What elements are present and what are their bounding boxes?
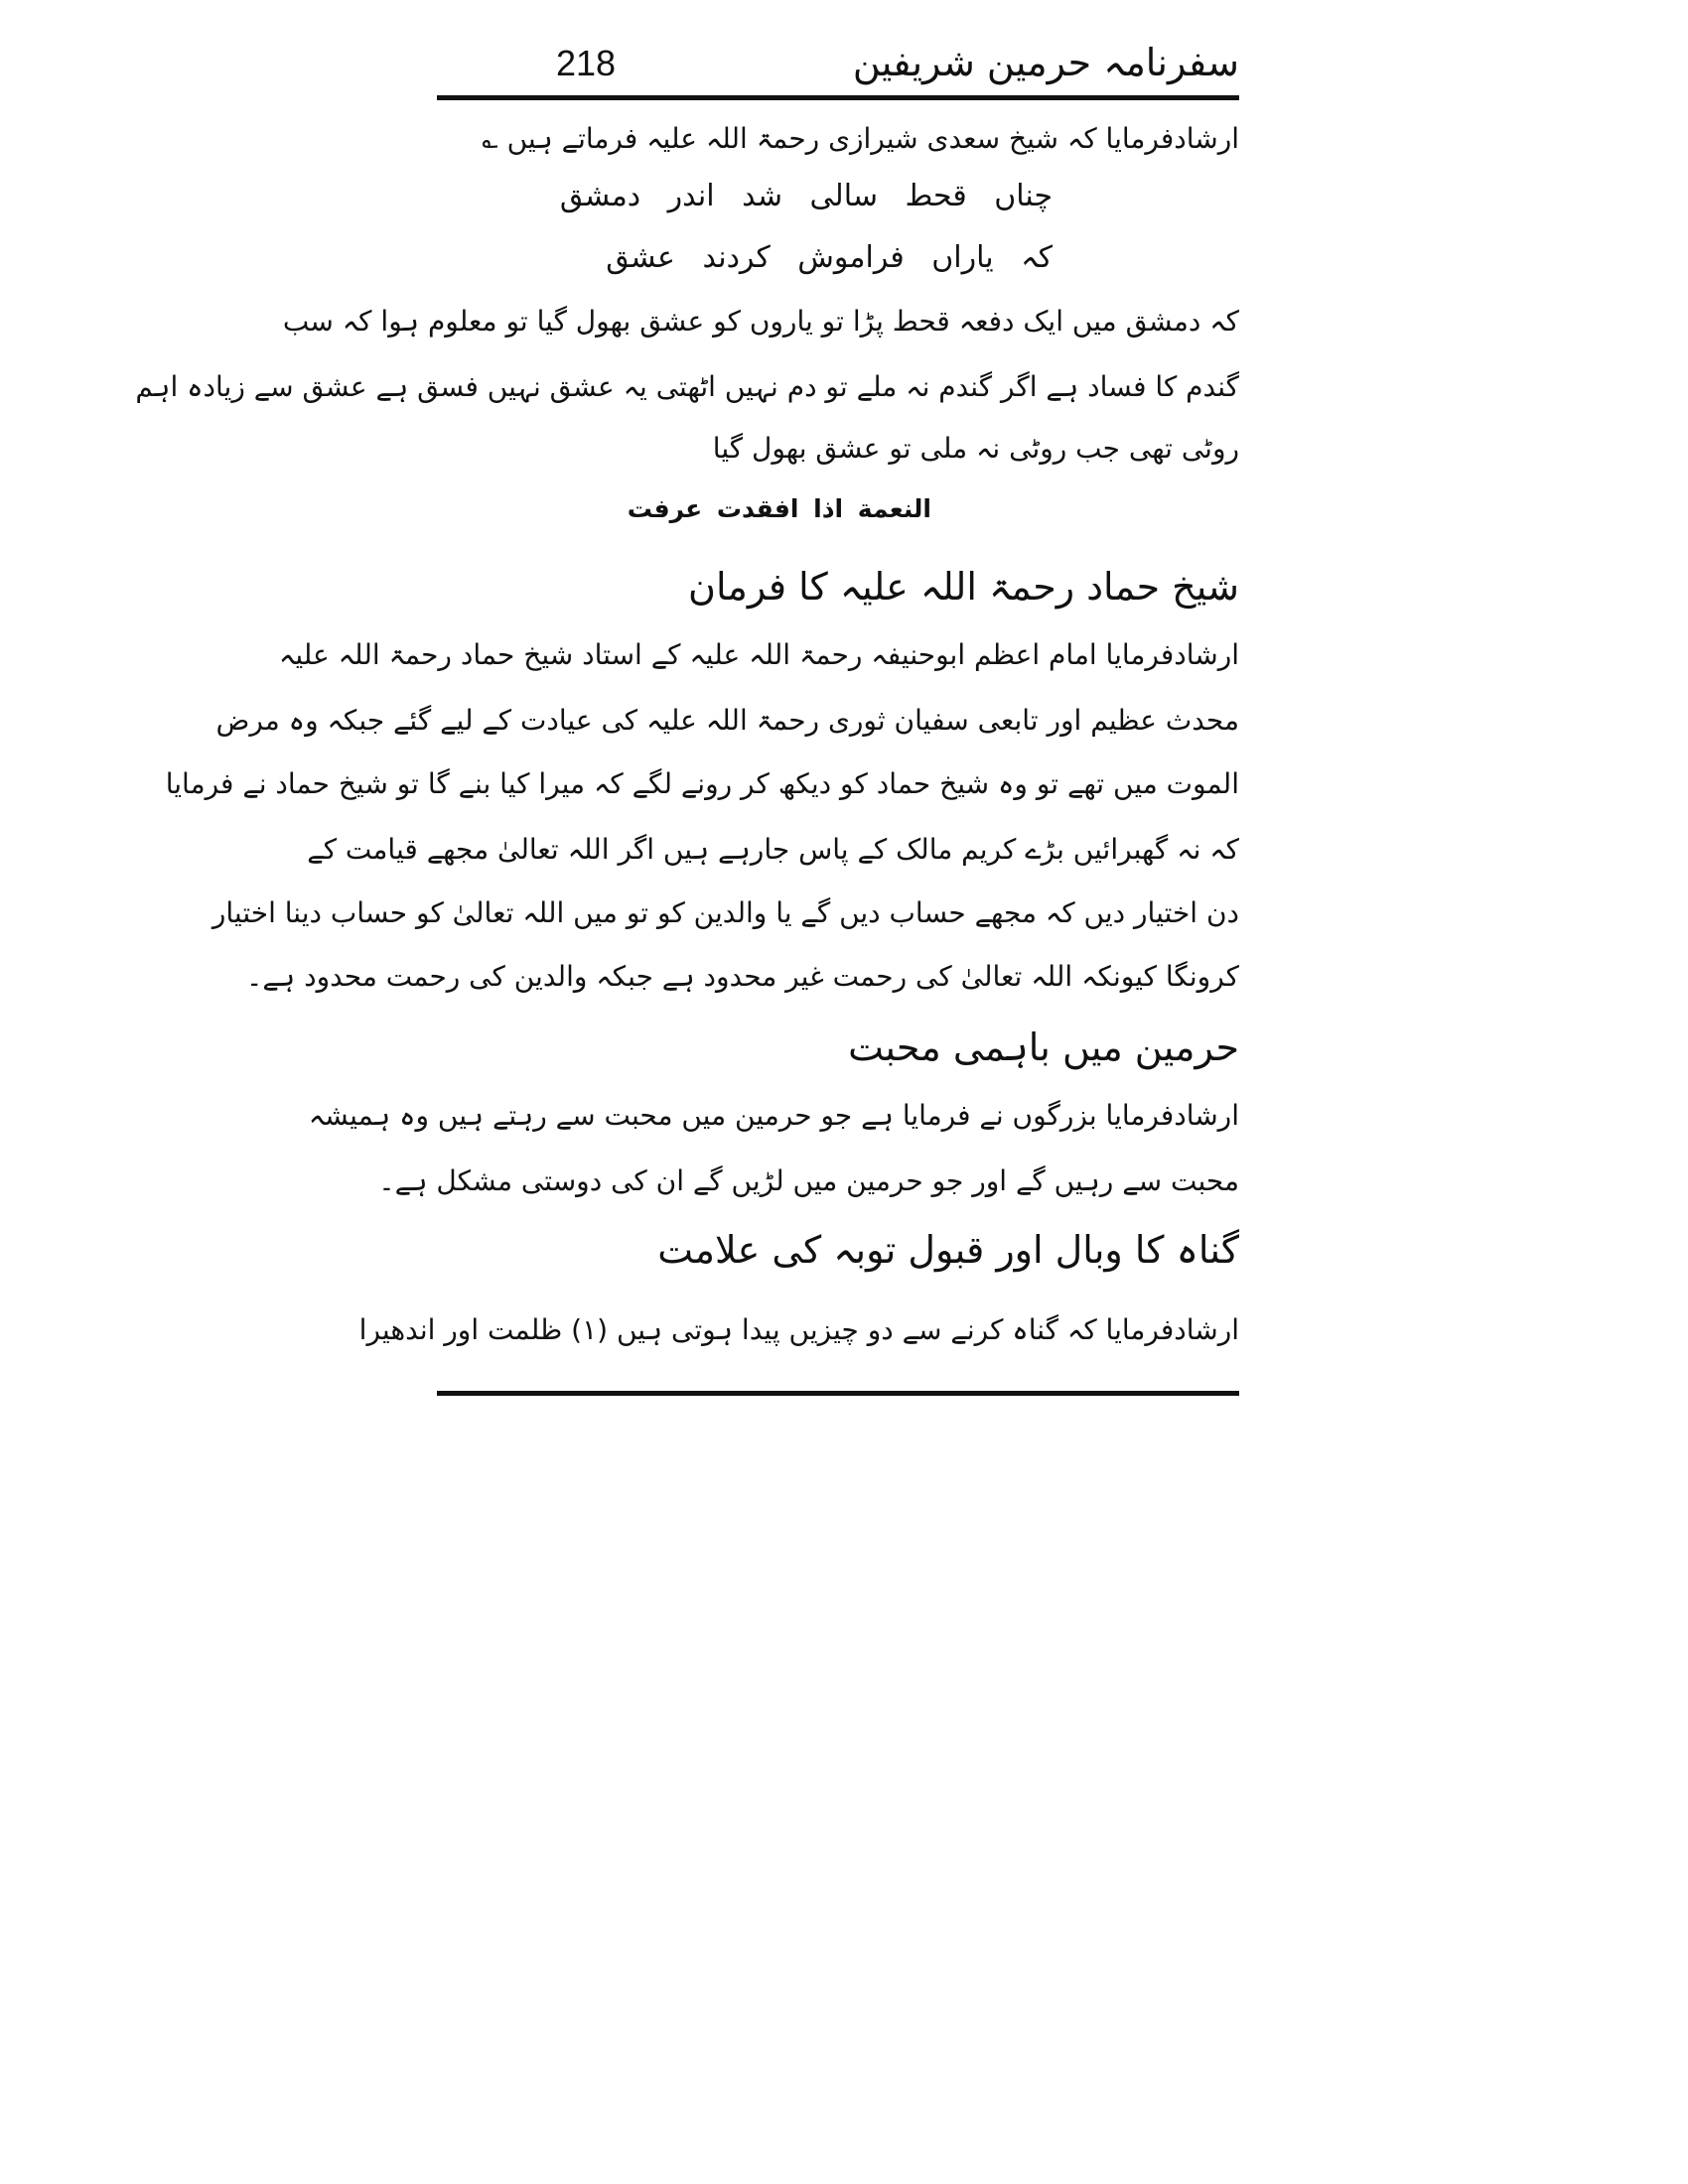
paragraph-line: محبت سے رہیں گے اور جو حرمین میں لڑیں گے ان کی دوستی مشکل ہے۔ bbox=[378, 1164, 1239, 1197]
header-rule bbox=[437, 95, 1239, 100]
paragraph-line: ارشادفرمایا بزرگوں نے فرمایا ہے جو حرمین میں محبت سے رہتے ہیں وہ ہمیشہ bbox=[308, 1099, 1239, 1132]
section-heading: حرمین میں باہمی محبت bbox=[848, 1025, 1239, 1069]
paragraph-line: گندم کا فساد ہے اگر گندم نہ ملے تو دم نہیں اٹھتی یہ عشق نہیں فسق ہے عشق سے زیادہ اہم bbox=[135, 370, 1239, 403]
verse-line-2: کہ یاراں فراموش کردند عشق bbox=[606, 240, 1053, 275]
section-heading: شیخ حماد رحمۃ اللہ علیہ کا فرمان bbox=[688, 565, 1239, 609]
paragraph-line: دن اختیار دیں کہ مجھے حساب دیں گے یا والدین کو تو میں اللہ تعالیٰ کو حساب دینا اختیار bbox=[211, 896, 1239, 929]
verse-line-1: چناں قحط سالی شد اندر دمشق bbox=[559, 179, 1053, 213]
paragraph-line: کہ دمشق میں ایک دفعہ قحط پڑا تو یاروں کو عشق بھول گیا تو معلوم ہوا کہ سب bbox=[282, 305, 1239, 338]
page-number: 218 bbox=[556, 43, 617, 83]
intro-line: ارشادفرمایا کہ شیخ سعدی شیرازی رحمۃ اللہ علیہ فرماتے ہیں ؎ bbox=[482, 122, 1239, 155]
paragraph-line: محدث عظیم اور تابعی سفیان ثوری رحمۃ اللہ علیہ کی عیادت کے لیے گئے جبکہ وہ مرض bbox=[215, 704, 1239, 737]
section-heading: گناہ کا وبال اور قبول توبہ کی علامت bbox=[657, 1228, 1239, 1272]
paragraph-line: کرونگا کیونکہ اللہ تعالیٰ کی رحمت غیر محدود ہے جبکہ والدین کی رحمت محدود ہے۔ bbox=[245, 960, 1239, 993]
paragraph-line: کہ نہ گھبرائیں بڑے کریم مالک کے پاس جارہے ہیں اگر اللہ تعالیٰ مجھے قیامت کے bbox=[307, 833, 1239, 866]
paragraph-line: الموت میں تھے تو وہ شیخ حماد کو دیکھ کر رونے لگے کہ میرا کیا بنے گا تو شیخ حماد نے فرمایا bbox=[165, 767, 1239, 800]
footer-rule bbox=[437, 1391, 1239, 1396]
paragraph-line: ارشادفرمایا امام اعظم ابوحنیفہ رحمۃ اللہ علیہ کے استاد شیخ حماد رحمۃ اللہ علیہ bbox=[278, 638, 1239, 671]
paragraph-line: روٹی تھی جب روٹی نہ ملی تو عشق بھول گیا bbox=[712, 432, 1239, 465]
arabic-quote: النعمة اذا افقدت عرفت bbox=[627, 494, 931, 523]
running-title: سفرنامہ حرمین شریفین bbox=[852, 41, 1239, 84]
paragraph-line: ارشادفرمایا کہ گناہ کرنے سے دو چیزیں پیدا ہوتی ہیں (۱) ظلمت اور اندھیرا bbox=[358, 1313, 1239, 1346]
